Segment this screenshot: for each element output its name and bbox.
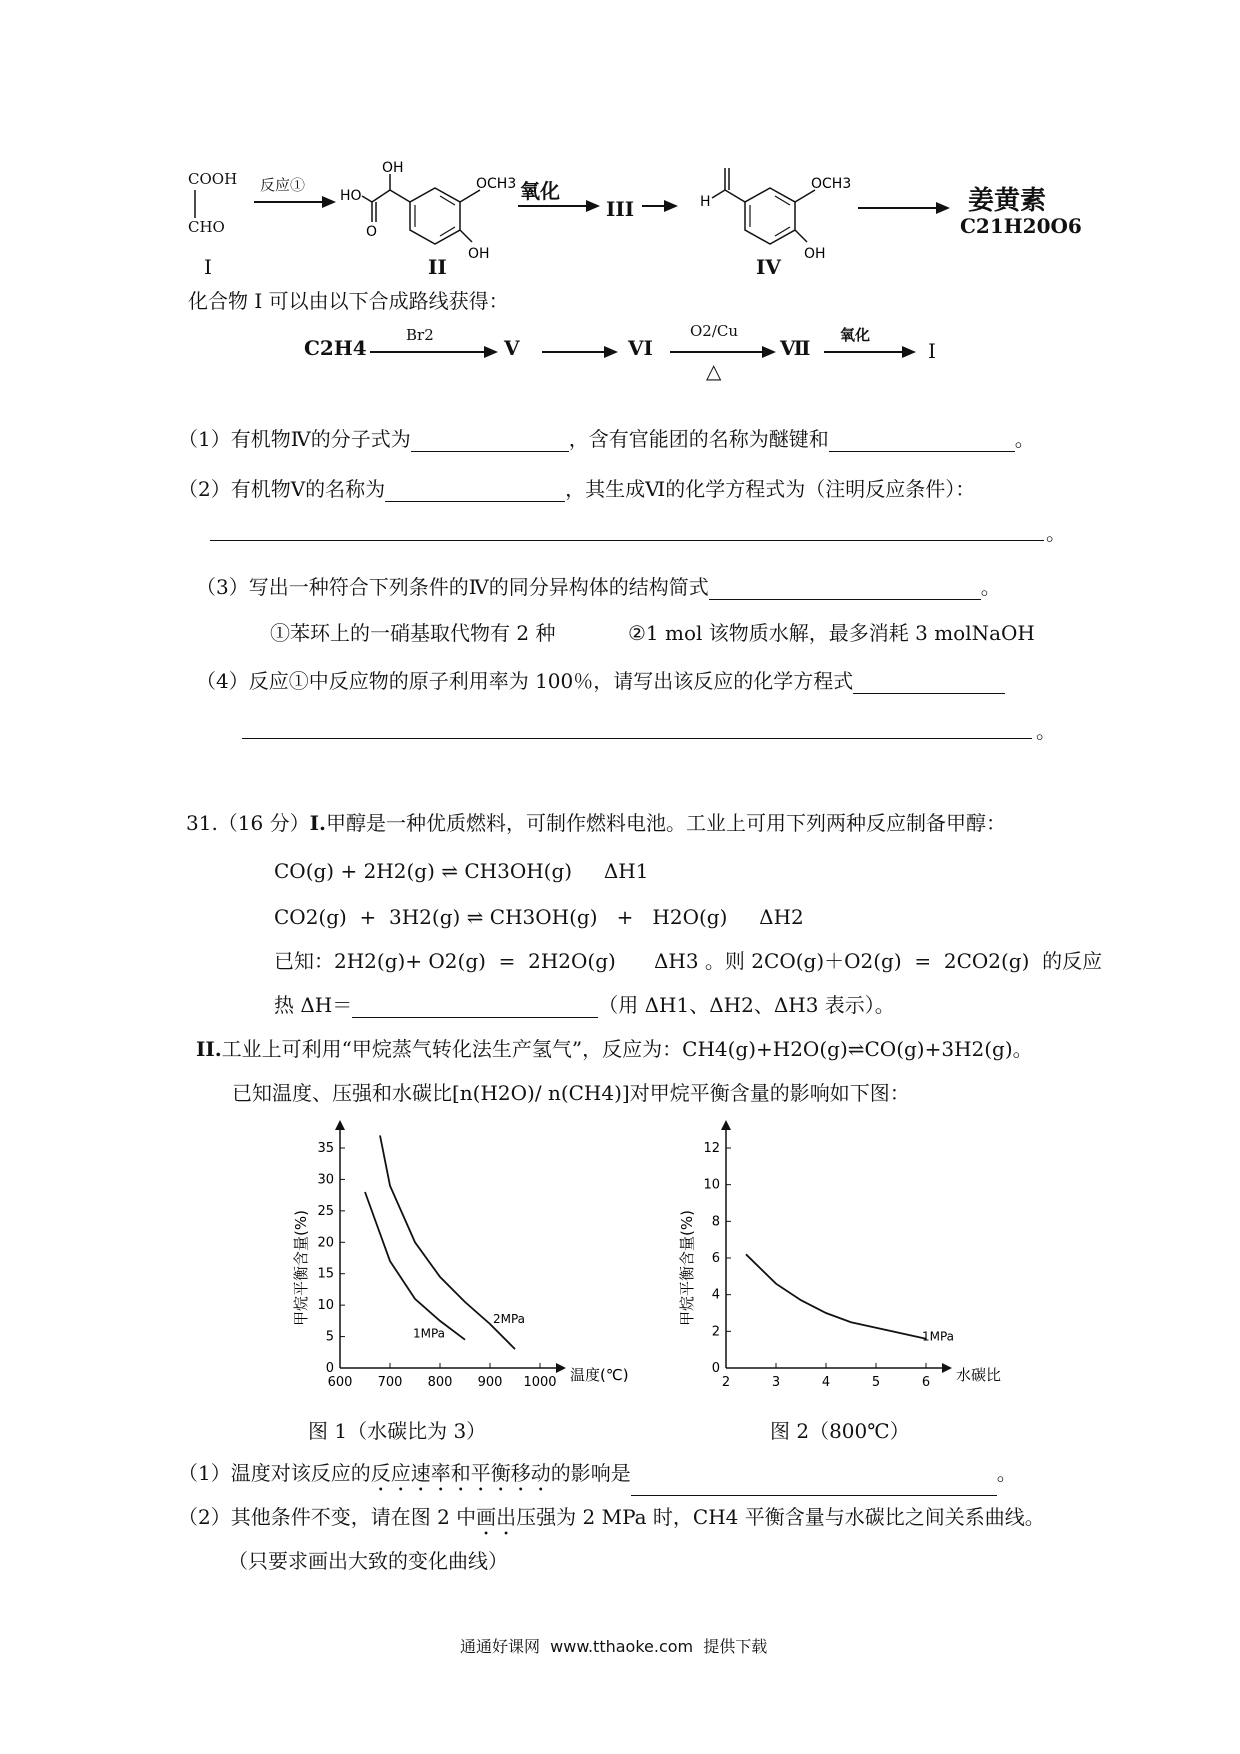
q31-part2-text: 工业上可利用“甲烷蒸气转化法生产氢气”，反应为：CH4(g)+H2O(g)⇌CO(g)+3H2(g)。 (221, 1037, 1033, 1061)
y-axis-label: 甲烷平衡含量(%) (678, 1210, 696, 1326)
q30-2-text-b: ，其生成Ⅵ的化学方程式为（注明反应条件）： (565, 477, 976, 501)
arrow2 (516, 198, 602, 214)
y-tick-label: 5 (325, 1329, 334, 1345)
x-tick-label: 800 (427, 1375, 453, 1390)
q30-3-cond2: ②1 mol 该物质水解，最多消耗 3 molNaOH (628, 621, 1035, 645)
q31-heading-line (186, 810, 1006, 836)
q31-sub1-end: 。 (996, 1461, 1017, 1485)
route-end: I (928, 339, 936, 363)
cmpd3-label: III (606, 197, 635, 221)
q31-heat-a: 热 ΔH＝ (274, 993, 353, 1017)
q31-sub2-dotted: 画出 (476, 1505, 517, 1529)
route-reagent3-bottom: △ (706, 359, 722, 383)
x-tick-label: 1000 (523, 1375, 557, 1390)
q31-part2-known: 已知温度、压强和水碳比[n(H2O)/ n(CH4)]对甲烷平衡含量的影响如下图： (232, 1081, 910, 1105)
q31-sub2-b: 压强为 2 MPa 时，CH4 平衡含量与水碳比之间关系曲线。 (516, 1505, 1045, 1529)
arrow3 (640, 198, 680, 214)
y-axis-label: 甲烷平衡含量(%) (292, 1210, 310, 1326)
q30-2-blank-a[interactable] (385, 481, 565, 502)
x-tick-label: 2 (721, 1375, 731, 1390)
x-tick-label: 700 (377, 1375, 403, 1390)
q30-3-blank[interactable] (709, 579, 981, 600)
q30-2-end: 。 (1046, 521, 1066, 545)
q30-4-blank[interactable] (853, 673, 1005, 694)
y-tick-label: 25 (317, 1203, 334, 1219)
route-v: V (504, 336, 520, 360)
x-tick-label: 4 (821, 1375, 831, 1390)
q31-part1-lead: I. (309, 811, 326, 835)
route-vi: VI (628, 336, 653, 360)
x-axis-label: 水碳比 (956, 1366, 1002, 1384)
q30-3 (196, 574, 1001, 600)
y-tick-label: 15 (317, 1266, 334, 1282)
cmpd1-bond (192, 188, 198, 220)
cmpd2-oh: OH (382, 160, 404, 176)
q31-part1-text: 甲醇是一种优质燃料，可制作燃料电池。工业上可用下列两种反应制备甲醇： (325, 811, 1006, 835)
q30-2 (178, 476, 975, 502)
q31-sub1-a: （1）温度对该反应的 (178, 1461, 371, 1485)
y-axis-arrow (721, 1120, 731, 1130)
series-label-2MPa: 2MPa (493, 1312, 526, 1327)
y-tick-label: 20 (317, 1235, 334, 1251)
x-tick-label: 600 (327, 1375, 353, 1390)
y-tick-label: 12 (703, 1141, 720, 1156)
y-tick-label: 0 (711, 1361, 720, 1376)
cmpd4-label: IV (756, 255, 781, 279)
cmpd4-och3: OCH3 (811, 176, 852, 192)
route-start: C2H4 (304, 336, 367, 360)
cmpd4-h: H (700, 194, 711, 210)
q31-heading: 31.（16 分） (186, 811, 310, 835)
q30-3-cond1: ①苯环上的一硝基取代物有 2 种 (270, 621, 556, 645)
x-axis-arrow (942, 1363, 952, 1373)
arrow2-label: 氧化 (520, 179, 560, 203)
series-line-1MPa (365, 1192, 465, 1340)
q31-sub2-note: （只要求画出大致的变化曲线） (228, 1549, 508, 1573)
route-reagent1: Br2 (406, 326, 434, 344)
q31-eq1: CO(g) + 2H2(g) ⇌ CH3OH(g) ΔH1 (274, 859, 649, 883)
q30-4-text: （4）反应①中反应物的原子利用率为 100％，请写出该反应的化学方程式 (196, 669, 854, 693)
q30-2-text-a: （2）有机物Ⅴ的名称为 (178, 477, 386, 501)
x-tick-label: 6 (921, 1375, 931, 1390)
arrow1 (252, 194, 338, 210)
q31-heat (274, 992, 895, 1018)
route-arrow4 (822, 344, 918, 360)
q30-2-answer-line[interactable] (210, 520, 1044, 541)
x-axis-arrow (556, 1363, 566, 1373)
route-vii: Ⅶ (780, 336, 811, 360)
q31-eq2: CO2(g) + 3H2(g) ⇌ CH3OH(g) + H2O(g) ΔH2 (274, 905, 804, 929)
q30-1-text-a: （1）有机物Ⅳ的分子式为 (178, 427, 411, 451)
q30-4-answer-line[interactable] (242, 718, 1032, 739)
y-tick-label: 4 (711, 1287, 720, 1303)
y-tick-label: 30 (317, 1172, 334, 1188)
q30-1 (178, 426, 1035, 452)
q30-1-blank-a[interactable] (411, 431, 569, 452)
cmpd4-structure (690, 156, 860, 266)
q31-sub1 (178, 1460, 1017, 1496)
cmpd2-och3: OCH3 (476, 176, 517, 192)
svg-text:O: O (366, 224, 378, 240)
fig2-caption: 图 2（800℃） (770, 1419, 910, 1443)
series-label-1MPa: 1MPa (922, 1329, 955, 1344)
page-footer: 通通好课网 www.tthaoke.com 提供下载 (460, 1637, 768, 1656)
y-tick-label: 0 (325, 1361, 334, 1376)
q31-heat-blank[interactable] (352, 997, 598, 1018)
q31-part2 (196, 1036, 1033, 1062)
y-tick-label: 10 (703, 1177, 720, 1193)
q30-3-text: （3）写出一种符合下列条件的Ⅳ的同分异构体的结构简式 (196, 575, 709, 599)
cmpd2-label: II (428, 255, 447, 279)
q31-heat-b: （用 ΔH1、ΔH2、ΔH3 表示）。 (598, 993, 895, 1017)
figure-2-chart (658, 1120, 1002, 1410)
q30-1-end: 。 (1014, 427, 1035, 451)
cmpd1-cho: CHO (188, 218, 225, 236)
q30-1-blank-b[interactable] (829, 431, 1015, 452)
route-intro: 化合物 I 可以由以下合成路线获得： (188, 289, 509, 313)
q31-sub1-b: 的影响是 (550, 1461, 631, 1485)
q31-known: 已知：2H2(g)+ O2(g) = 2H2O(g) ΔH3 。则 2CO(g)＋O2(g) = 2CO2(g) 的反应 (274, 949, 1103, 973)
q30-4 (196, 668, 1005, 694)
route-arrow1 (368, 344, 500, 360)
cmpd2-ho: HO (340, 188, 362, 204)
y-axis-arrow (335, 1120, 345, 1130)
fig1-caption: 图 1（水碳比为 3） (308, 1419, 487, 1443)
route-arrow3 (668, 344, 778, 360)
arrow4 (856, 200, 952, 216)
route-reagent4: 氧化 (840, 326, 871, 344)
product-formula: C21H20O6 (960, 214, 1082, 238)
x-tick-label: 5 (871, 1375, 881, 1390)
route-reagent3-top: O2/Cu (690, 322, 739, 340)
q30-1-text-b: ，含有官能团的名称为醚键和 (568, 427, 829, 451)
x-tick-label: 900 (477, 1375, 503, 1390)
y-tick-label: 6 (711, 1251, 720, 1266)
q31-sub2-a: （2）其他条件不变，请在图 2 中 (178, 1505, 477, 1529)
q31-sub1-blank[interactable] (631, 1475, 997, 1496)
series-line-1MPa (746, 1254, 926, 1338)
y-tick-label: 35 (317, 1141, 334, 1156)
q31-sub1-dotted: 反应速率和平衡移动 (370, 1461, 551, 1485)
arrow1-label: 反应① (260, 176, 306, 194)
q30-3-end: 。 (980, 575, 1001, 599)
q31-sub2 (178, 1504, 1045, 1540)
figure-1-chart (272, 1120, 629, 1410)
q30-4-end: 。 (1036, 719, 1056, 743)
y-tick-label: 2 (711, 1324, 720, 1340)
q31-part2-lead: II. (196, 1037, 222, 1061)
route-arrow2 (540, 344, 620, 360)
cmpd2-oh-bottom: OH (468, 246, 490, 262)
product-name: 姜黄素 (968, 186, 1047, 216)
x-tick-label: 3 (771, 1375, 781, 1390)
x-axis-label: 温度(℃) (570, 1366, 629, 1384)
y-tick-label: 8 (711, 1214, 720, 1230)
cmpd1-label: I (204, 255, 212, 279)
cmpd1-cooh: COOH (188, 170, 238, 188)
series-label-1MPa: 1MPa (413, 1326, 446, 1341)
y-tick-label: 10 (317, 1298, 334, 1314)
cmpd4-oh: OH (804, 246, 826, 262)
